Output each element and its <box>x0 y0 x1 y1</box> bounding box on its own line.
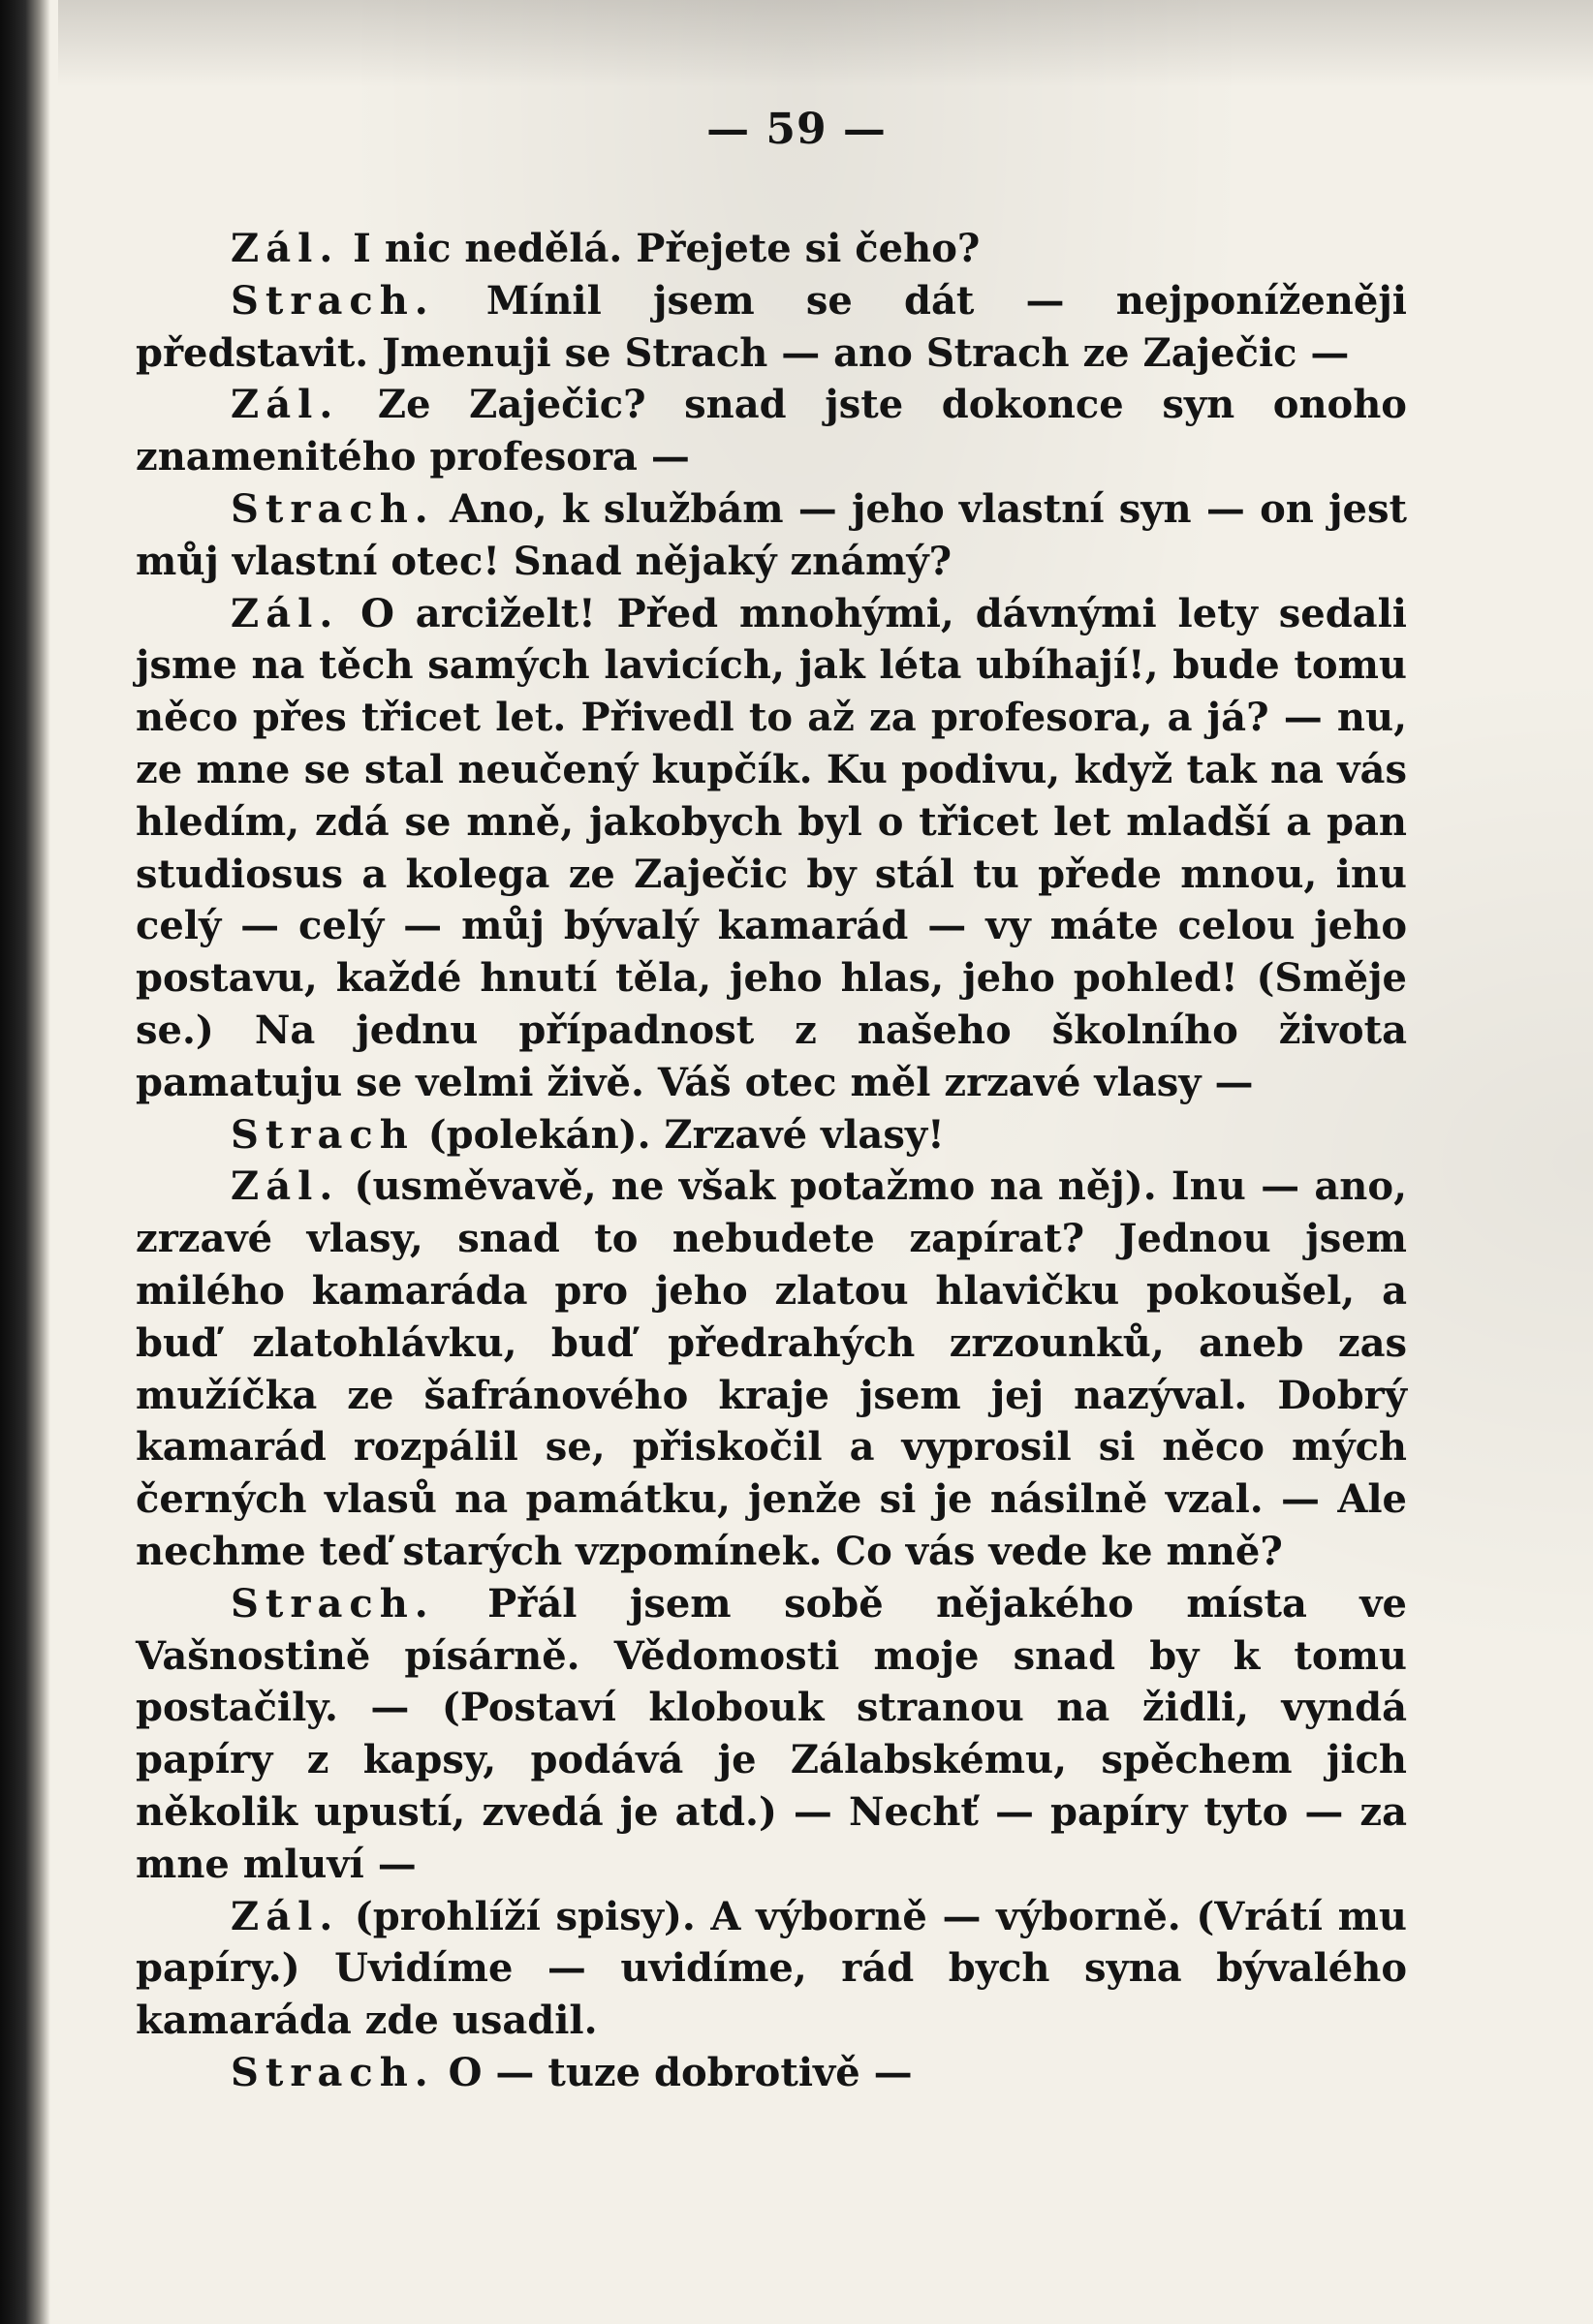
speaker-name: Strach. <box>231 485 435 532</box>
speech-text: O — tuze dobrotivě — <box>434 2049 913 2095</box>
speaker-name: Zál. <box>231 1893 340 1939</box>
dialogue-paragraph <box>136 1578 1407 1891</box>
dialogue-paragraph <box>136 275 1407 380</box>
speaker-name: Zál. <box>231 226 340 271</box>
speech-text: I nic nedělá. Přejete si čeho? <box>339 226 981 271</box>
dialogue-paragraph <box>136 1891 1407 2047</box>
speech-text: Mínil jsem se dát — nejponíženěji představit. Jmenuji se Strach — ano Strach ze Zaječic — <box>136 277 1407 376</box>
page-number: — 59 — <box>706 105 887 154</box>
book-binding-shadow <box>0 0 50 2324</box>
speech-text: Přál jsem sobě nějakého místa ve Vašnostině písárně. Vědomosti moje snad by k tomu postačily. — (Postaví klobouk stranou na židli, vyndá papíry z kapsy, podává je Zálabskému, spěchem jich několik upustí, zvedá je atd.) — Nechť — papíry tyto — za mne mluví — <box>136 1580 1407 1887</box>
dialogue-paragraph <box>136 223 1407 275</box>
speaker-name: Strach <box>231 1111 415 1158</box>
dialogue-paragraph <box>136 2047 1407 2099</box>
speech-text: Ano, k službám — jeho vlastní syn — on jest můj vlastní otec! Snad nějaký známý? <box>136 485 1407 584</box>
speech-text: (prohlíží spisy). A výborně — výborně. (Vrátí mu papíry.) Uvidíme — uvidíme, rád bych syna bývalého kamaráda zde usadil. <box>136 1893 1407 2044</box>
speech-text: (usměvavě, ne však potažmo na něj). Inu — ano, zrzavé vlasy, snad to nebudete zapírat? Jednou jsem milého kamaráda pro jeho zlatou hlavičku pokoušel, a buď zlatohlávku, buď předrahých zrzounků, aneb zas mužíčka ze šafránového kraje jsem jej nazýval. Dobrý kamarád rozpálil se, přiskočil a vyprosil si něco mých černých vlasů na památku, jenže si je násilně vzal. — Ale nechme teď starých vzpomínek. Co vás vede ke mně? <box>136 1163 1407 1574</box>
speech-text: Ze Zaječic? snad jste dokonce syn onoho znamenitého profesora — <box>136 382 1407 480</box>
speaker-name: Strach. <box>231 277 435 324</box>
speaker-name: Zál. <box>231 382 340 428</box>
speaker-name: Zál. <box>231 590 340 636</box>
speech-text: O arciželt! Před mnohými, dávnými lety sedali jsme na těch samých lavicích, jak léta ubíhají!, bude tomu něco přes třicet let. Přivedl to až za profesora, a já? — nu, ze mne se stal neučený kupčík. Ku podivu, když tak na vás hledím, zdá se mně, jakobych byl o třicet let mladší a pan studiosus a kolega ze Zaječic by stál tu přede mnou, inu celý — celý — můj bývalý kamarád — vy máte celou jeho postavu, každé hnutí těla, jeho hlas, jeho pohled! (Směje se.) Na jednu případnost z našeho školního života pamatuju se velmi živě. Váš otec měl zrzavé vlasy — <box>136 590 1407 1105</box>
dialogue-text <box>136 223 1407 2099</box>
dialogue-paragraph <box>136 483 1407 588</box>
paper-stain <box>58 0 1593 87</box>
speaker-name: Zál. <box>231 1163 340 1210</box>
dialogue-paragraph <box>136 1109 1407 1162</box>
speech-text: (polekán). Zrzavé vlasy! <box>414 1111 945 1158</box>
speaker-name: Strach. <box>231 2049 435 2095</box>
dialogue-paragraph <box>136 588 1407 1109</box>
dialogue-paragraph <box>136 379 1407 483</box>
dialogue-paragraph <box>136 1161 1407 1577</box>
speaker-name: Strach. <box>231 1580 435 1627</box>
